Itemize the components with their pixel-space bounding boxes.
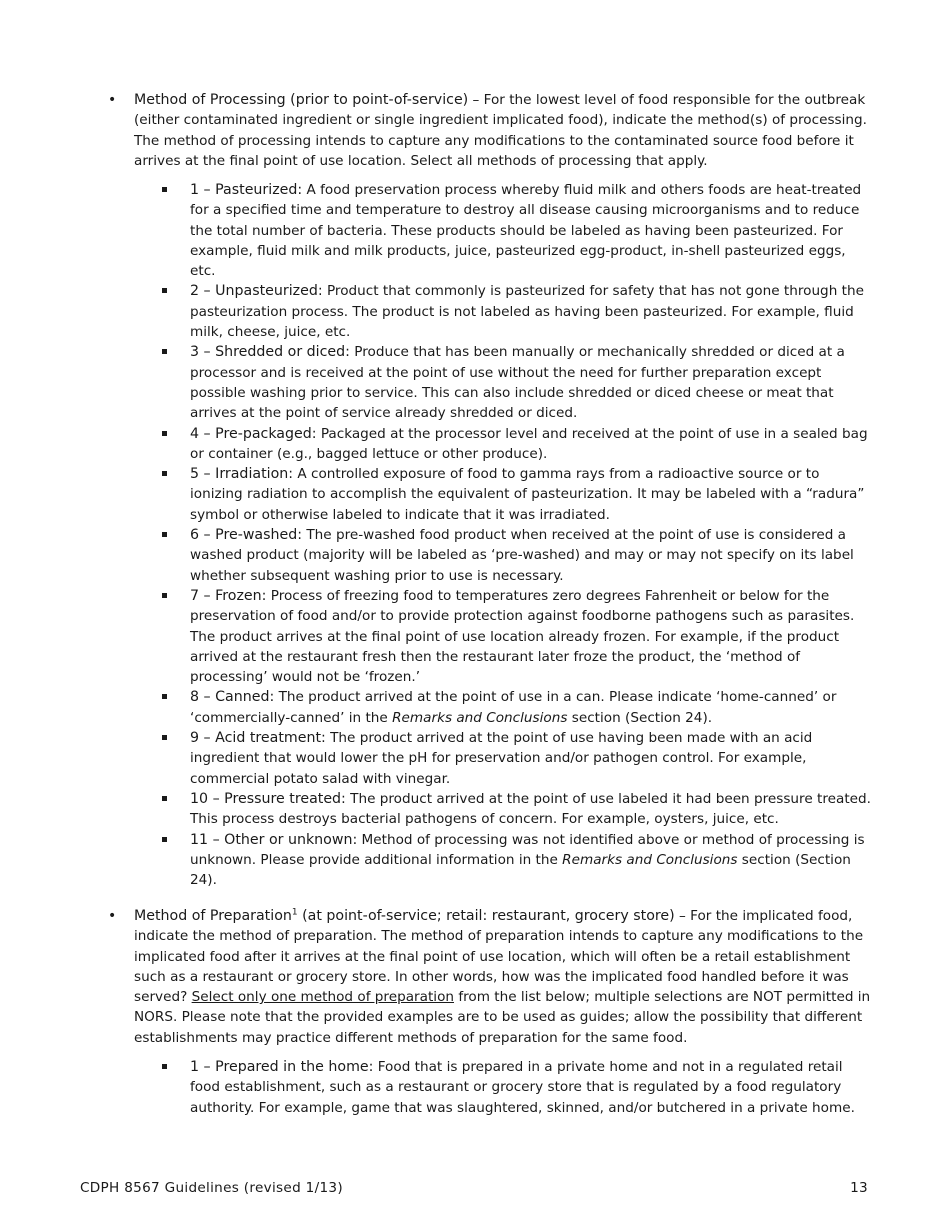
item-text: The product arrived at the point of use in a can. Please indicate ‘home-canned’ or ‘commercially-canned’ in the bbox=[190, 689, 837, 726]
item-term: 4 – Pre-packaged: bbox=[190, 425, 317, 442]
section-heading: Method of Preparation bbox=[134, 908, 292, 924]
list-item bbox=[162, 342, 874, 423]
list-item bbox=[162, 1057, 874, 1118]
section-heading: Method of Processing (prior to point-of-service) bbox=[134, 92, 469, 108]
square-bullet-icon bbox=[162, 796, 167, 801]
item-italic-reference: Remarks and Conclusions bbox=[562, 851, 738, 868]
item-italic-reference: Remarks and Conclusions bbox=[392, 709, 568, 726]
item-term: 1 – Pasteurized: bbox=[190, 182, 303, 198]
list-item bbox=[162, 687, 874, 728]
section-heading-rest: (at point-of-service; retail: restaurant, grocery store) bbox=[297, 908, 675, 924]
square-bullet-icon bbox=[162, 735, 167, 740]
square-bullet-icon bbox=[162, 837, 167, 842]
item-text: Food that is prepared in a private home and not in a regulated retail food establishment, such as a restaurant or grocery store that is regulated by a food regulatory authority. For example, game that was slaughtered, skinned, and/or butchered in a private home. bbox=[190, 1059, 855, 1116]
item-text: Product that commonly is pasteurized for safety that has not gone through the pasteurization process. The product is not labeled as having been pasteurized. For example, fluid milk, cheese, juice, etc. bbox=[190, 283, 864, 341]
item-text: The product arrived at the point of use having been made with an acid ingredient that would lower the pH for preservation and/or pathogen control. For example, commercial potato salad with vinegar. bbox=[190, 730, 813, 787]
square-bullet-icon bbox=[162, 431, 167, 436]
list-item bbox=[162, 586, 874, 687]
list-item bbox=[162, 728, 874, 789]
item-text: The pre-washed food product when received at the point of use is considered a washed product (majority will be labeled as ‘pre-washed) and may or may not specify on its label whether subsequent washing prior to use is necessary. bbox=[190, 527, 854, 584]
list-item bbox=[162, 180, 874, 281]
item-term: 10 – Pressure treated: bbox=[190, 790, 346, 807]
list-item bbox=[162, 789, 874, 830]
item-term: 7 – Frozen: bbox=[190, 587, 267, 604]
square-bullet-icon bbox=[162, 471, 167, 476]
list-item bbox=[162, 464, 874, 525]
item-term: 11 – Other or unknown: bbox=[190, 831, 358, 848]
section-method-of-processing bbox=[108, 90, 872, 171]
item-term: 1 – Prepared in the home: bbox=[190, 1059, 374, 1075]
heading-dash: – bbox=[468, 92, 484, 108]
processing-methods-list bbox=[162, 180, 874, 890]
list-item bbox=[162, 281, 874, 342]
item-text: A food preservation process whereby fluid milk and others foods are heat-treated for a specified time and temperature to destroy all disease causing microorganisms and to reduce the total number of bacteria. These products should be labeled as having been pasteurized. For example, fluid milk and milk products, juice, pasteurized egg-product, in-shell pasteurized eggs, etc. bbox=[190, 182, 862, 280]
square-bullet-icon bbox=[162, 593, 167, 598]
item-text: Process of freezing food to temperatures zero degrees Fahrenheit or below for the preservation of food and/or to provide protection against foodborne pathogens such as parasites. The product arrives at the final point of use location already frozen. For example, if the product arrived at the restaurant fresh then the restaurant later froze the product, the ‘method of processing’ would not be ‘frozen.’ bbox=[190, 587, 855, 686]
heading-dash: – bbox=[674, 908, 691, 924]
square-bullet-icon bbox=[162, 349, 167, 354]
section-paragraph bbox=[134, 90, 872, 171]
bullet-marker: • bbox=[108, 908, 117, 924]
item-term: 3 – Shredded or diced: bbox=[190, 344, 350, 361]
section-body: For the implicated food, indicate the method of preparation. The method of preparation intends to capture any modifications to the implicated food after it arrives at the final point of use location, which will often be a retail establishment such as a restaurant or grocery store. In other words, how was the implicated food handled before it was served? bbox=[134, 908, 864, 1006]
bullet-marker: • bbox=[108, 92, 117, 108]
item-text: A controlled exposure of food to gamma rays from a radioactive source or to ionizing radiation to accomplish the equivalent of pasteurization. It may be labeled with a “radura” symbol or otherwise labeled to indicate that it was irradiated. bbox=[190, 466, 865, 523]
square-bullet-icon bbox=[162, 288, 167, 293]
underlined-instruction: Select only one method of preparation bbox=[191, 989, 454, 1006]
square-bullet-icon bbox=[162, 1064, 167, 1069]
section-method-of-preparation bbox=[108, 906, 872, 1048]
footer-document-title: CDPH 8567 Guidelines (revised 1/13) bbox=[80, 1180, 343, 1196]
square-bullet-icon bbox=[162, 187, 167, 192]
item-term: 2 – Unpasteurized: bbox=[190, 283, 323, 300]
item-term: 6 – Pre-washed: bbox=[190, 527, 303, 544]
item-term: 9 – Acid treatment: bbox=[190, 730, 326, 747]
square-bullet-icon bbox=[162, 532, 167, 537]
footnote-marker: 1 bbox=[291, 907, 298, 918]
item-text: Produce that has been manually or mechanically shredded or diced at a processor and is received at the point of use without the need for further preparation except possible washing prior to service. This can also include shredded or diced cheese or meat that arrives at the point of service already shredded or diced. bbox=[190, 344, 845, 422]
item-term: 8 – Canned: bbox=[190, 689, 275, 706]
section-body-continued: from the list below; multiple selections are NOT permitted in NORS. Please note that the provided examples are to be used as guides; allow the possibility that different establishments may practice different methods of preparation for the same food. bbox=[134, 989, 871, 1046]
preparation-methods-list bbox=[162, 1057, 874, 1118]
list-item bbox=[162, 830, 874, 891]
list-item bbox=[162, 525, 874, 586]
page-number: 13 bbox=[850, 1180, 868, 1196]
item-text-tail: section (Section 24). bbox=[567, 709, 713, 726]
item-text-tail: section (Section 24). bbox=[190, 851, 851, 889]
item-text: The product arrived at the point of use labeled it had been pressure treated. This process destroys bacterial pathogens of concern. For example, oysters, juice, etc. bbox=[190, 790, 871, 828]
item-text: Method of processing was not identified above or method of processing is unknown. Please provide additional information in the bbox=[190, 831, 865, 868]
square-bullet-icon bbox=[162, 694, 167, 699]
item-term: 5 – Irradiation: bbox=[190, 466, 294, 483]
list-item bbox=[162, 424, 874, 465]
section-paragraph bbox=[134, 906, 872, 1048]
item-text: Packaged at the processor level and received at the point of use in a sealed bag or container (e.g., bagged lettuce or other produce). bbox=[190, 425, 868, 462]
section-body: For the lowest level of food responsible for the outbreak (either contaminated ingredient or single ingredient implicated food), indicate the method(s) of processing. The method of processing intends to capture any modifications to the contaminated source food before it arrives at the final point of use location. Select all methods of processing that apply. bbox=[134, 92, 867, 169]
